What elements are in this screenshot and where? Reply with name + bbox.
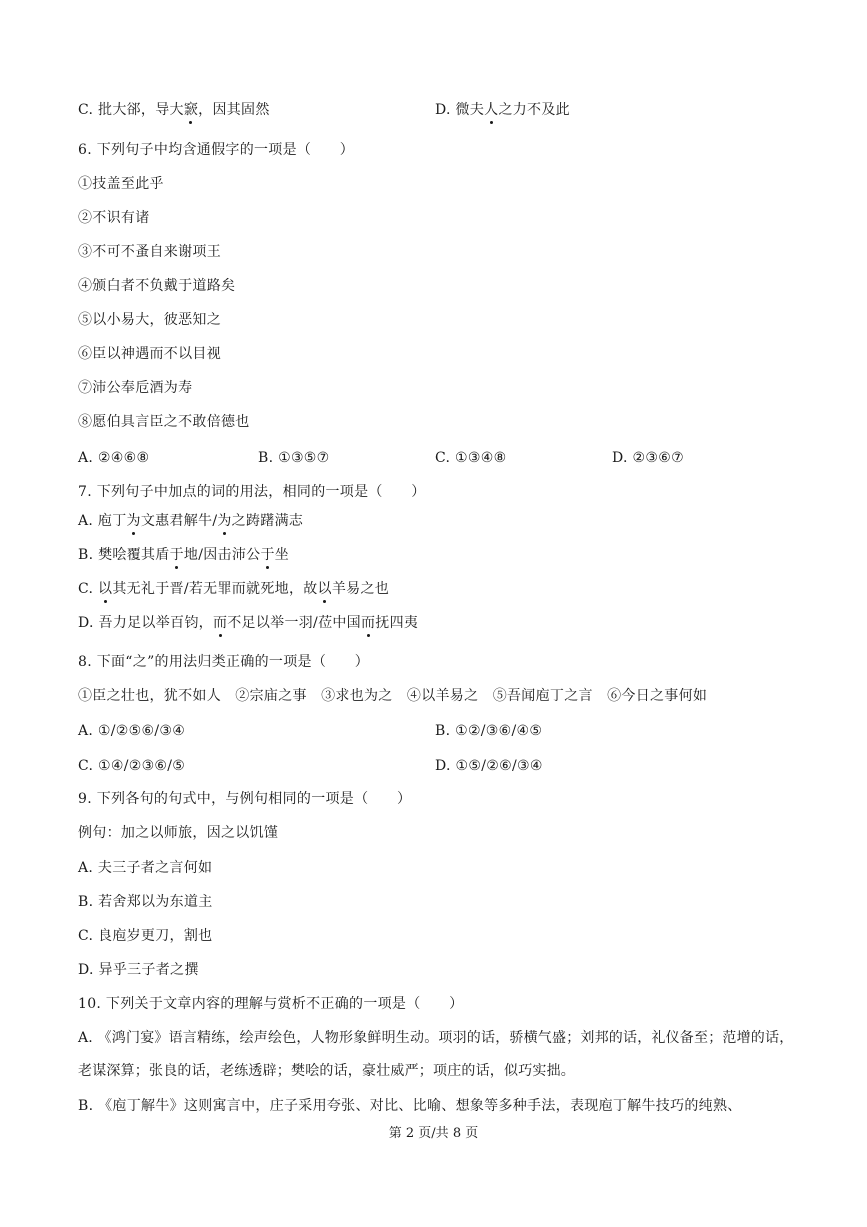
q10-option-a: A. 《鸿门宴》语言精练，绘声绘色，人物形象鲜明生动。项羽的话，骄横气盛；刘邦的话，礼仪备至；范增的话，老谋深算；张良的话，老练透辟；樊哙的话，豪壮威严；项庄的话，似巧实拙。 [78, 1030, 794, 1079]
q6-item-1: ①技盖至此乎 [78, 176, 164, 192]
q8-option-d: D. ①⑤/②⑥/③④ [435, 758, 543, 774]
q9-option-d: D. 异乎三子者之撰 [78, 962, 199, 978]
q9-option-b: B. 若舍郑以为东道主 [78, 894, 213, 910]
q6-option-a: A. ②④⑥⑧ [78, 450, 150, 466]
q6-item-3: ③不可不蚤自来谢项王 [78, 244, 221, 260]
q9-stem: 9. 下列各句的句式中，与例句相同的一项是（ ） [78, 791, 412, 807]
q7-option-d: D. 吾力足以举百钧，而不足以举一羽/莅中国而抚四夷 [78, 615, 419, 631]
q10-stem: 10. 下列关于文章内容的理解与赏析不正确的一项是（ ） [78, 996, 464, 1012]
q8-option-c: C. ①④/②③⑥/⑤ [78, 758, 186, 774]
q8-option-a: A. ①/②⑤⑥/③④ [78, 723, 186, 739]
q8-stem: 8. 下面“之”的用法归类正确的一项是（ ） [78, 654, 370, 670]
q6-stem: 6. 下列句子中均含通假字的一项是（ ） [78, 142, 355, 158]
q9-example: 例句：加之以师旅，因之以饥馑 [78, 825, 279, 841]
q10-option-b: B. 《庖丁解牛》这则寓言中，庄子采用夸张、对比、比喻、想象等多种手法，表现庖丁解牛技巧的纯熟、 [78, 1098, 742, 1114]
q6-option-b: B. ①③⑤⑦ [258, 450, 330, 466]
q5-option-d: D. 微夫人之力不及此 [435, 102, 570, 118]
q6-item-2: ②不识有诸 [78, 210, 150, 226]
q7-option-b: B. 樊哙覆其盾于地/因击沛公于坐 [78, 547, 290, 563]
q7-option-a: A. 庖丁为文惠君解牛/为之踌躇满志 [78, 513, 304, 529]
q7-stem: 7. 下列句子中加点的词的用法，相同的一项是（ ） [78, 484, 426, 500]
q7-option-c: C. 以其无礼于晋/若无罪而就死地，故以羊易之也 [78, 581, 390, 597]
page-number: 第 2 页/共 8 页 [388, 1126, 479, 1141]
q6-item-8: ⑧愿伯具言臣之不敢倍德也 [78, 414, 250, 430]
q6-item-6: ⑥臣以神遇而不以目视 [78, 346, 221, 362]
q8-items: ①臣之壮也，犹不如人 ②宗庙之事 ③求也为之 ④以羊易之 ⑤吾闻庖丁之言 ⑥今日之事何如 [78, 688, 708, 704]
q8-option-b: B. ①②/③⑥/④⑤ [435, 723, 543, 739]
q5-option-c: C. 批大郤，导大窾，因其固然 [78, 102, 270, 118]
q6-option-c: C. ①③④⑧ [435, 450, 507, 466]
q9-option-a: A. 夫三子者之言何如 [78, 860, 213, 876]
q6-option-d: D. ②③⑥⑦ [612, 450, 684, 466]
q9-option-c: C. 良庖岁更刀，割也 [78, 928, 213, 944]
q6-item-7: ⑦沛公奉卮酒为寿 [78, 380, 193, 396]
q6-item-5: ⑤以小易大，彼恶知之 [78, 312, 221, 328]
q6-item-4: ④颁白者不负戴于道路矣 [78, 278, 236, 294]
